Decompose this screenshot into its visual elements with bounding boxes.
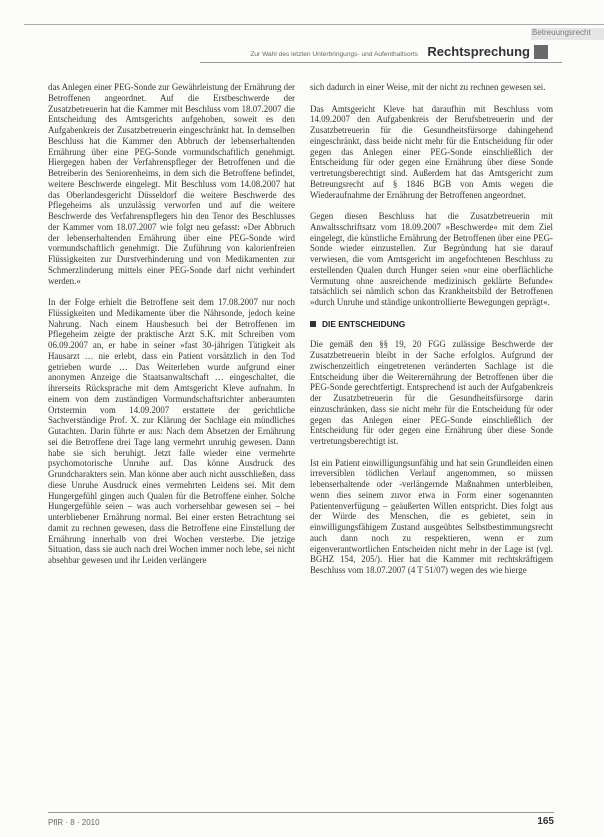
header-title: Rechtsprechung [427, 44, 530, 59]
paragraph: das Anlegen einer PEG-Sonde zur Gewährleistung der Ernährung der Betroffenen angeordnet. Auf die Erstbeschwerde der Zusatzbetreuerin hat die Kammer mit Beschluss vom 18.07.2007 die Entscheidung des Amtsgerichts aufgehoben, soweit es den Aufgabenkreis der Zusatzbetreuerin eingeschränkt hat. In demselben Beschluss hat die Kammer den Abbruch der lebenserhaltenden Ernährung über eine PEG-Sonde vormundschaftlich genehmigt. Hiergegen haben der Verfahrenspfleger der Betroffenen und die Betreiberin des Seniorenheims, in dem sich die Betroffene befindet, weitere Beschwerde eingelegt. Mit Beschluss vom 14.08.2007 hat das Oberlandesgericht Düsseldorf die weitere Beschwerde des Pflegeheims als unzulässig verworfen und auf die weitere Beschwerde des Verfahrenspflegers hin den Tenor des Beschlusses der Kammer vom 18.07.2007 wie folgt neu gefasst: »Der Abbruch der lebenserhaltenden Ernährung über eine PEG-Sonde wird vormundschaftlich genehmigt. Die Zuführung von kalorienfreien Flüssigkeiten zur Durstverhinderung und von Medikamenten zur Schmerzlinderung mittels einer PEG-Sonde darf nicht verhindert werden.« [48, 82, 295, 286]
square-bullet-icon [310, 321, 316, 327]
paragraph: Gegen diesen Beschluss hat die Zusatzbetreuerin mit Anwaltsschriftsatz vom 18.09.2007 »Beschwerde« mit dem Ziel eingelegt, die künstliche Ernährung der Betroffenen über eine PEG-Sonde wieder einzustellen. Zur Begründung hat sie darauf verwiesen, die vom Amtsgericht im angefochtenen Beschluss zu erstellenden Qualen durch Hunger seien »nur eine oberflächliche Vermutung ohne ausreichende medizinisch geklärte Befunde« tatsächlich sei nämlich schon das Krankheitsbild der Betroffenen »durch Unruhe und ständige unkontrollierte Bewegungen geprägt«. [310, 211, 553, 307]
footer-rule [48, 812, 554, 813]
page-number: 165 [537, 816, 554, 827]
section-heading-text: DIE ENTSCHEIDUNG [322, 318, 406, 329]
left-column [48, 82, 295, 802]
footer-journal: PflR · 8 · 2010 [48, 818, 100, 827]
section-heading [310, 319, 553, 330]
top-rule [24, 24, 604, 25]
paragraph: Die gemäß den §§ 19, 20 FGG zulässige Beschwerde der Zusatzbetreuerin bleibt in der Sache erfolglos. Aufgrund der zwischenzeitlich eingetretenen veränderten Sachlage ist die Entscheidung über die Weiterernährung der Betroffenen über die PEG-Sonde gerechtfertigt. Entsprechend ist auch der Aufgabenkreis der Zusatzbetreuerin für die Gesundheitsfürsorge darin einzuschränken, dass sie nicht mehr für die Entscheidung für oder gegen das Anlegen einer PEG-Sonde einschließlich der Entscheidung für oder gegen eine Ernährung über diese Sonde vertretungsberechtigt ist. [310, 339, 553, 446]
header-subtitle: Zur Wahl des letzten Unterbringungs- und Aufenthaltsorts [250, 51, 418, 58]
paragraph: In der Folge erhielt die Betroffene seit dem 17.08.2007 nur noch Flüssigkeiten und Medikamente über die Nährsonde, jedoch keine Nahrung. Nach einem Hausbesuch bei der Betroffenen im Pflegeheim zeigte der praktische Arzt S.K. mit Schreiben vom 06.09.2007 an, er habe in seiner »fast 30-jährigen Tätigkeit als Hausarzt … nie erlebt, dass ein Patient vorsätzlich in den Tod getrieben wurde … Das Weiterleben wurde aufgrund einer anonymen Anzeige die Staatsanwaltschaft … eingeschaltet, die ihrerseits Rücksprache mit dem Amtsgericht Kleve aufnahm. In einem von dem zuständigen Vormundschaftsrichter anberaumten Ortstermin vom 14.09.2007 erstattete der gerichtliche Sachverständige Prof. X. zur Klärung der Sachlage ein mündliches Gutachten. Darin führte er aus: Nach dem Absetzen der Ernährung sei die Betroffene drei Tage lang vermehrt unruhig gewesen. Dann habe sie sich beruhigt. Jetzt falle wieder eine vermehrte psychomotorische Unruhe auf. Das könne Ausdruck des Grundcharakters sein. Man könne aber auch nicht ausschließen, dass diese Unruhe Ausdruck eines vermehrten Leidens sei. Mit dem Hungergefühl gingen auch Qualen für die Betroffene einher. Solche Hungergefühle seien – was auch vorhersehbar gewesen sei – bei unterbliebener Ernährung normal. Bei einer ersten Betrachtung sei damit zu rechnen gewesen, dass die Betroffene eine Einstellung der Ernährung innerhalb von drei Wochen versterbe. Die jetzige Situation, dass sie auch nach drei Wochen immer noch lebe, sei nicht absehbar gewesen und ihr Leiden verlängere [48, 297, 295, 565]
header-marker-box [534, 45, 548, 59]
paragraph: sich dadurch in einer Weise, mit der nicht zu rechnen gewesen sei. [310, 82, 546, 92]
paragraph: Ist ein Patient einwilligungsunfähig und hat sein Grundleiden einen irreversiblen tödlichen Verlauf angenommen, so müssen lebenserhaltende oder -verlängernde Maßnahmen unterbleiben, wenn dies seinem zuvor etwa in Form einer sogenannten Patientenverfügung – geäußerten Willen entspricht. Dies folgt aus der Würde des Menschen, die es gebietet, sein in einwilligungsfähigem Zustand ausgeübtes Selbstbestimmungsrecht auch dann noch zu respektieren, wenn er zum eigenverantwortlichen Entscheiden nicht mehr in der Lage ist (vgl. BGHZ 154, 205/). Hier hat die Kammer mit rechtskräftigem Beschluss vom 18.07.2007 (4 T 51/07) wegen des wie hierge [310, 457, 553, 575]
section-label: Betreuungsrecht [532, 28, 591, 37]
paragraph: Das Amtsgericht Kleve hat daraufhin mit Beschluss vom 14.09.2007 den Aufgabenkreis der Berufsbetreuerin und der Zusatzbetreuerin für die Gesundheitsfürsorge dahingehend eingeschränkt, dass beide nicht mehr für die Entscheidung für oder gegen das Anlegen einer PEG-Sonde einschließlich der Entscheidung für oder gegen eine Ernährung über diese Sonde vertretungsberechtigt sind. Außerdem hat das Amtsgericht zum Betreungsrecht auf § 1846 BGB von Amts wegen die Wiederaufnahme der Ernährung der Betroffenen angeordnet. [310, 103, 553, 200]
right-column [310, 82, 553, 802]
running-header [200, 43, 530, 60]
header-rule [200, 62, 562, 63]
